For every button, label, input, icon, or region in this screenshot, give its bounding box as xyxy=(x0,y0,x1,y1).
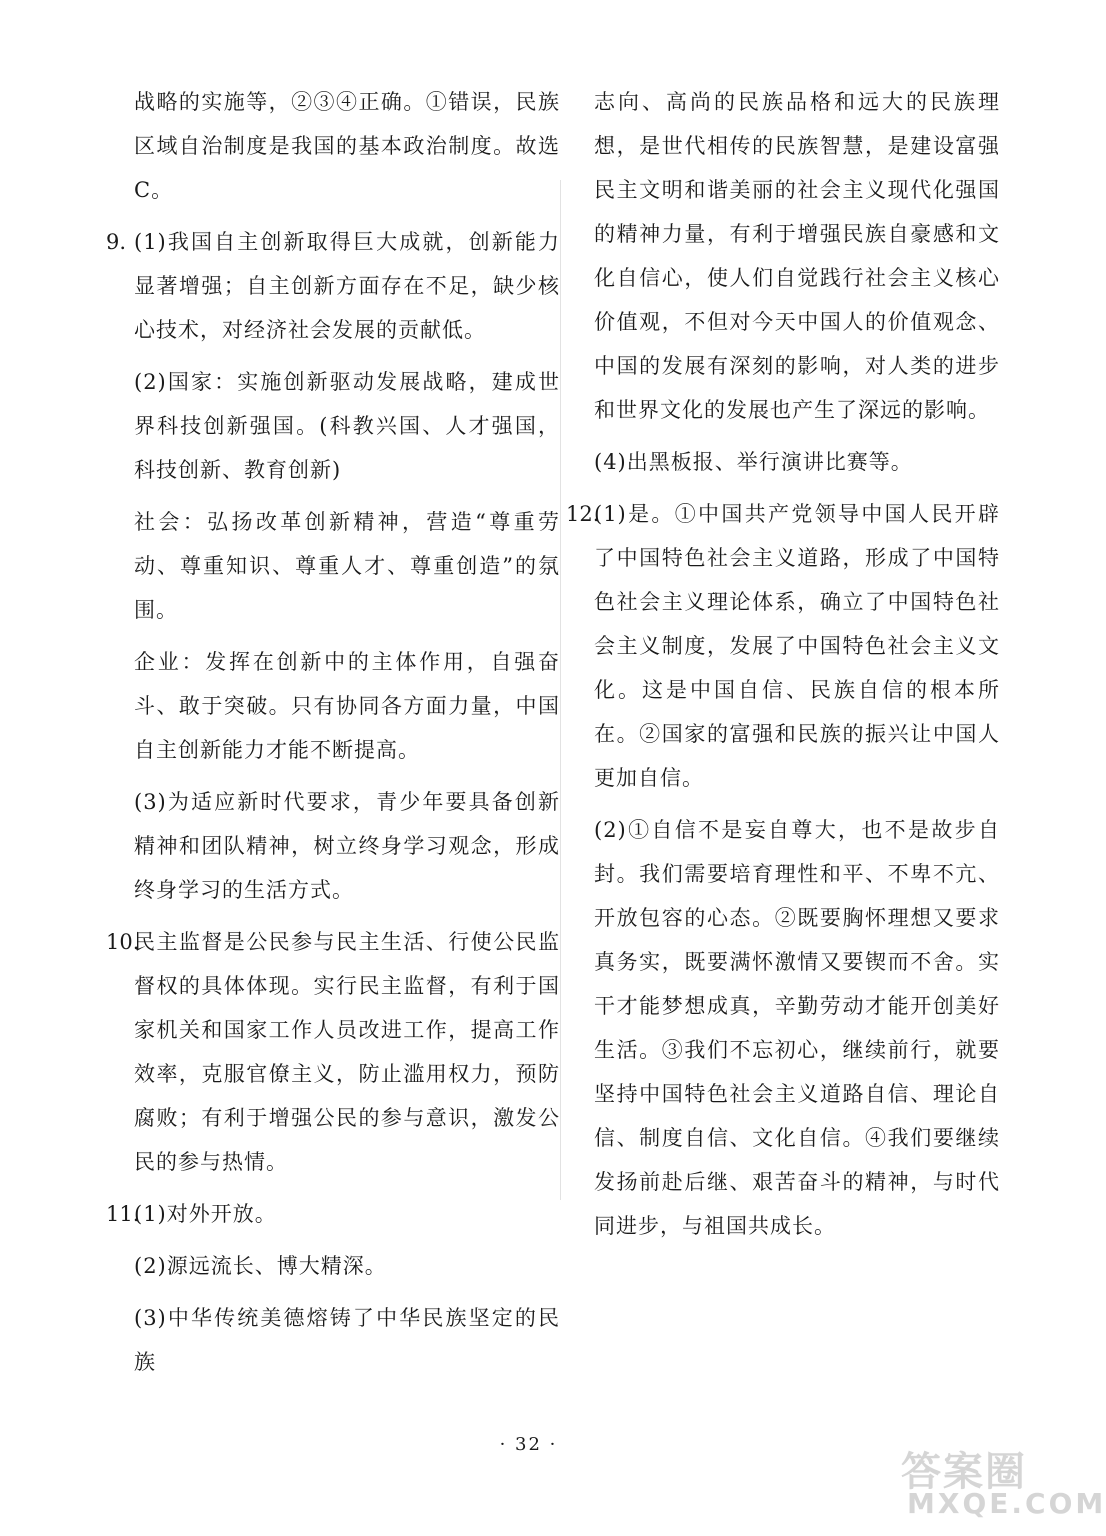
answer-11-part-2: (2)源远流长、博大精深。 xyxy=(134,1254,387,1278)
right-column xyxy=(566,80,1000,1256)
answer-9-part-1: (1)我国自主创新取得巨大成就，创新能力显著增强；自主创新方面存在不足，缺少核心技术，对经济社会发展的贡献低。 xyxy=(134,230,560,342)
answer-10 xyxy=(106,920,560,1184)
answer-12 xyxy=(566,492,1000,1248)
answer-9-society: 社会：弘扬改革创新精神，营造“尊重劳动、尊重知识、尊重人才、尊重创造”的氛围。 xyxy=(134,510,560,622)
answer-9-number: 9. xyxy=(106,230,127,254)
answer-11-continuation: 志向、高尚的民族品格和远大的民族理想，是世代相传的民族智慧，是建设富强民主文明和谐美丽的社会主义现代化强国的精神力量，有利于增强民族自豪感和文化自信心，使人们自觉践行社会主义核心价值观，不但对今天中国人的价值观念、中国的发展有深刻的影响，对人类的进步和世界文化的发展也产生了深远的影响。 xyxy=(594,90,1000,422)
answer-11-part-3: (3)中华传统美德熔铸了中华民族坚定的民族 xyxy=(134,1306,560,1374)
answer-11-part-1: (1)对外开放。 xyxy=(134,1202,277,1226)
page-number: · 32 · xyxy=(499,1434,558,1455)
answer-11-number: 11. xyxy=(106,1202,140,1226)
answer-11-part-4: (4)出黑板报、举行演讲比赛等。 xyxy=(594,450,913,474)
watermark-logo-top: 答案圈 xyxy=(901,1449,1027,1495)
answer-12-part-1: (1)是。①中国共产党领导中国人民开辟了中国特色社会主义道路，形成了中国特色社会主义理论体系，确立了中国特色社会主义制度，发展了中国特色社会主义文化。这是中国自信、民族自信的根本所在。②国家的富强和民族的振兴让中国人更加自信。 xyxy=(594,502,1000,790)
watermark-logo-bottom: MXQE.COM xyxy=(907,1487,1106,1520)
answer-12-number: 12. xyxy=(566,502,600,526)
answer-9-enterprise: 企业：发挥在创新中的主体作用，自强奋斗、敢于突破。只有协同各方面力量，中国自主创新能力才能不断提高。 xyxy=(134,650,560,762)
column-divider xyxy=(560,180,561,1200)
answer-9-part-3: (3)为适应新时代要求，青少年要具备创新精神和团队精神，树立终身学习观念，形成终身学习的生活方式。 xyxy=(134,790,560,902)
answer-11 xyxy=(106,1192,560,1384)
left-column xyxy=(106,80,560,1392)
answer-12-part-2: (2)①自信不是妄自尊大，也不是故步自封。我们需要培育理性和平、不卑不亢、开放包容的心态。②既要胸怀理想又要求真务实，既要满怀激情又要锲而不舍。实干才能梦想成真，辛勤劳动才能开创美好生活。③我们不忘初心，继续前行，就要坚持中国特色社会主义道路自信、理论自信、制度自信、文化自信。④我们要继续发扬前赴后继、艰苦奋斗的精神，与时代同进步，与祖国共成长。 xyxy=(594,818,1000,1238)
answer-8-continuation: 战略的实施等，②③④正确。①错误，民族区域自治制度是我国的基本政治制度。故选C。 xyxy=(134,90,560,202)
answer-9-part-2: (2)国家：实施创新驱动发展战略，建成世界科技创新强国。(科教兴国、人才强国，科技创新、教育创新) xyxy=(134,370,560,482)
watermark-logo xyxy=(893,1436,1106,1526)
answer-10-text: 民主监督是公民参与民主生活、行使公民监督权的具体体现。实行民主监督，有利于国家机关和国家工作人员改进工作，提高工作效率，克服官僚主义，防止滥用权力，预防腐败；有利于增强公民的参与意识，激发公民的参与热情。 xyxy=(134,930,560,1174)
answer-10-number: 10. xyxy=(106,930,140,954)
answer-9 xyxy=(106,220,560,912)
